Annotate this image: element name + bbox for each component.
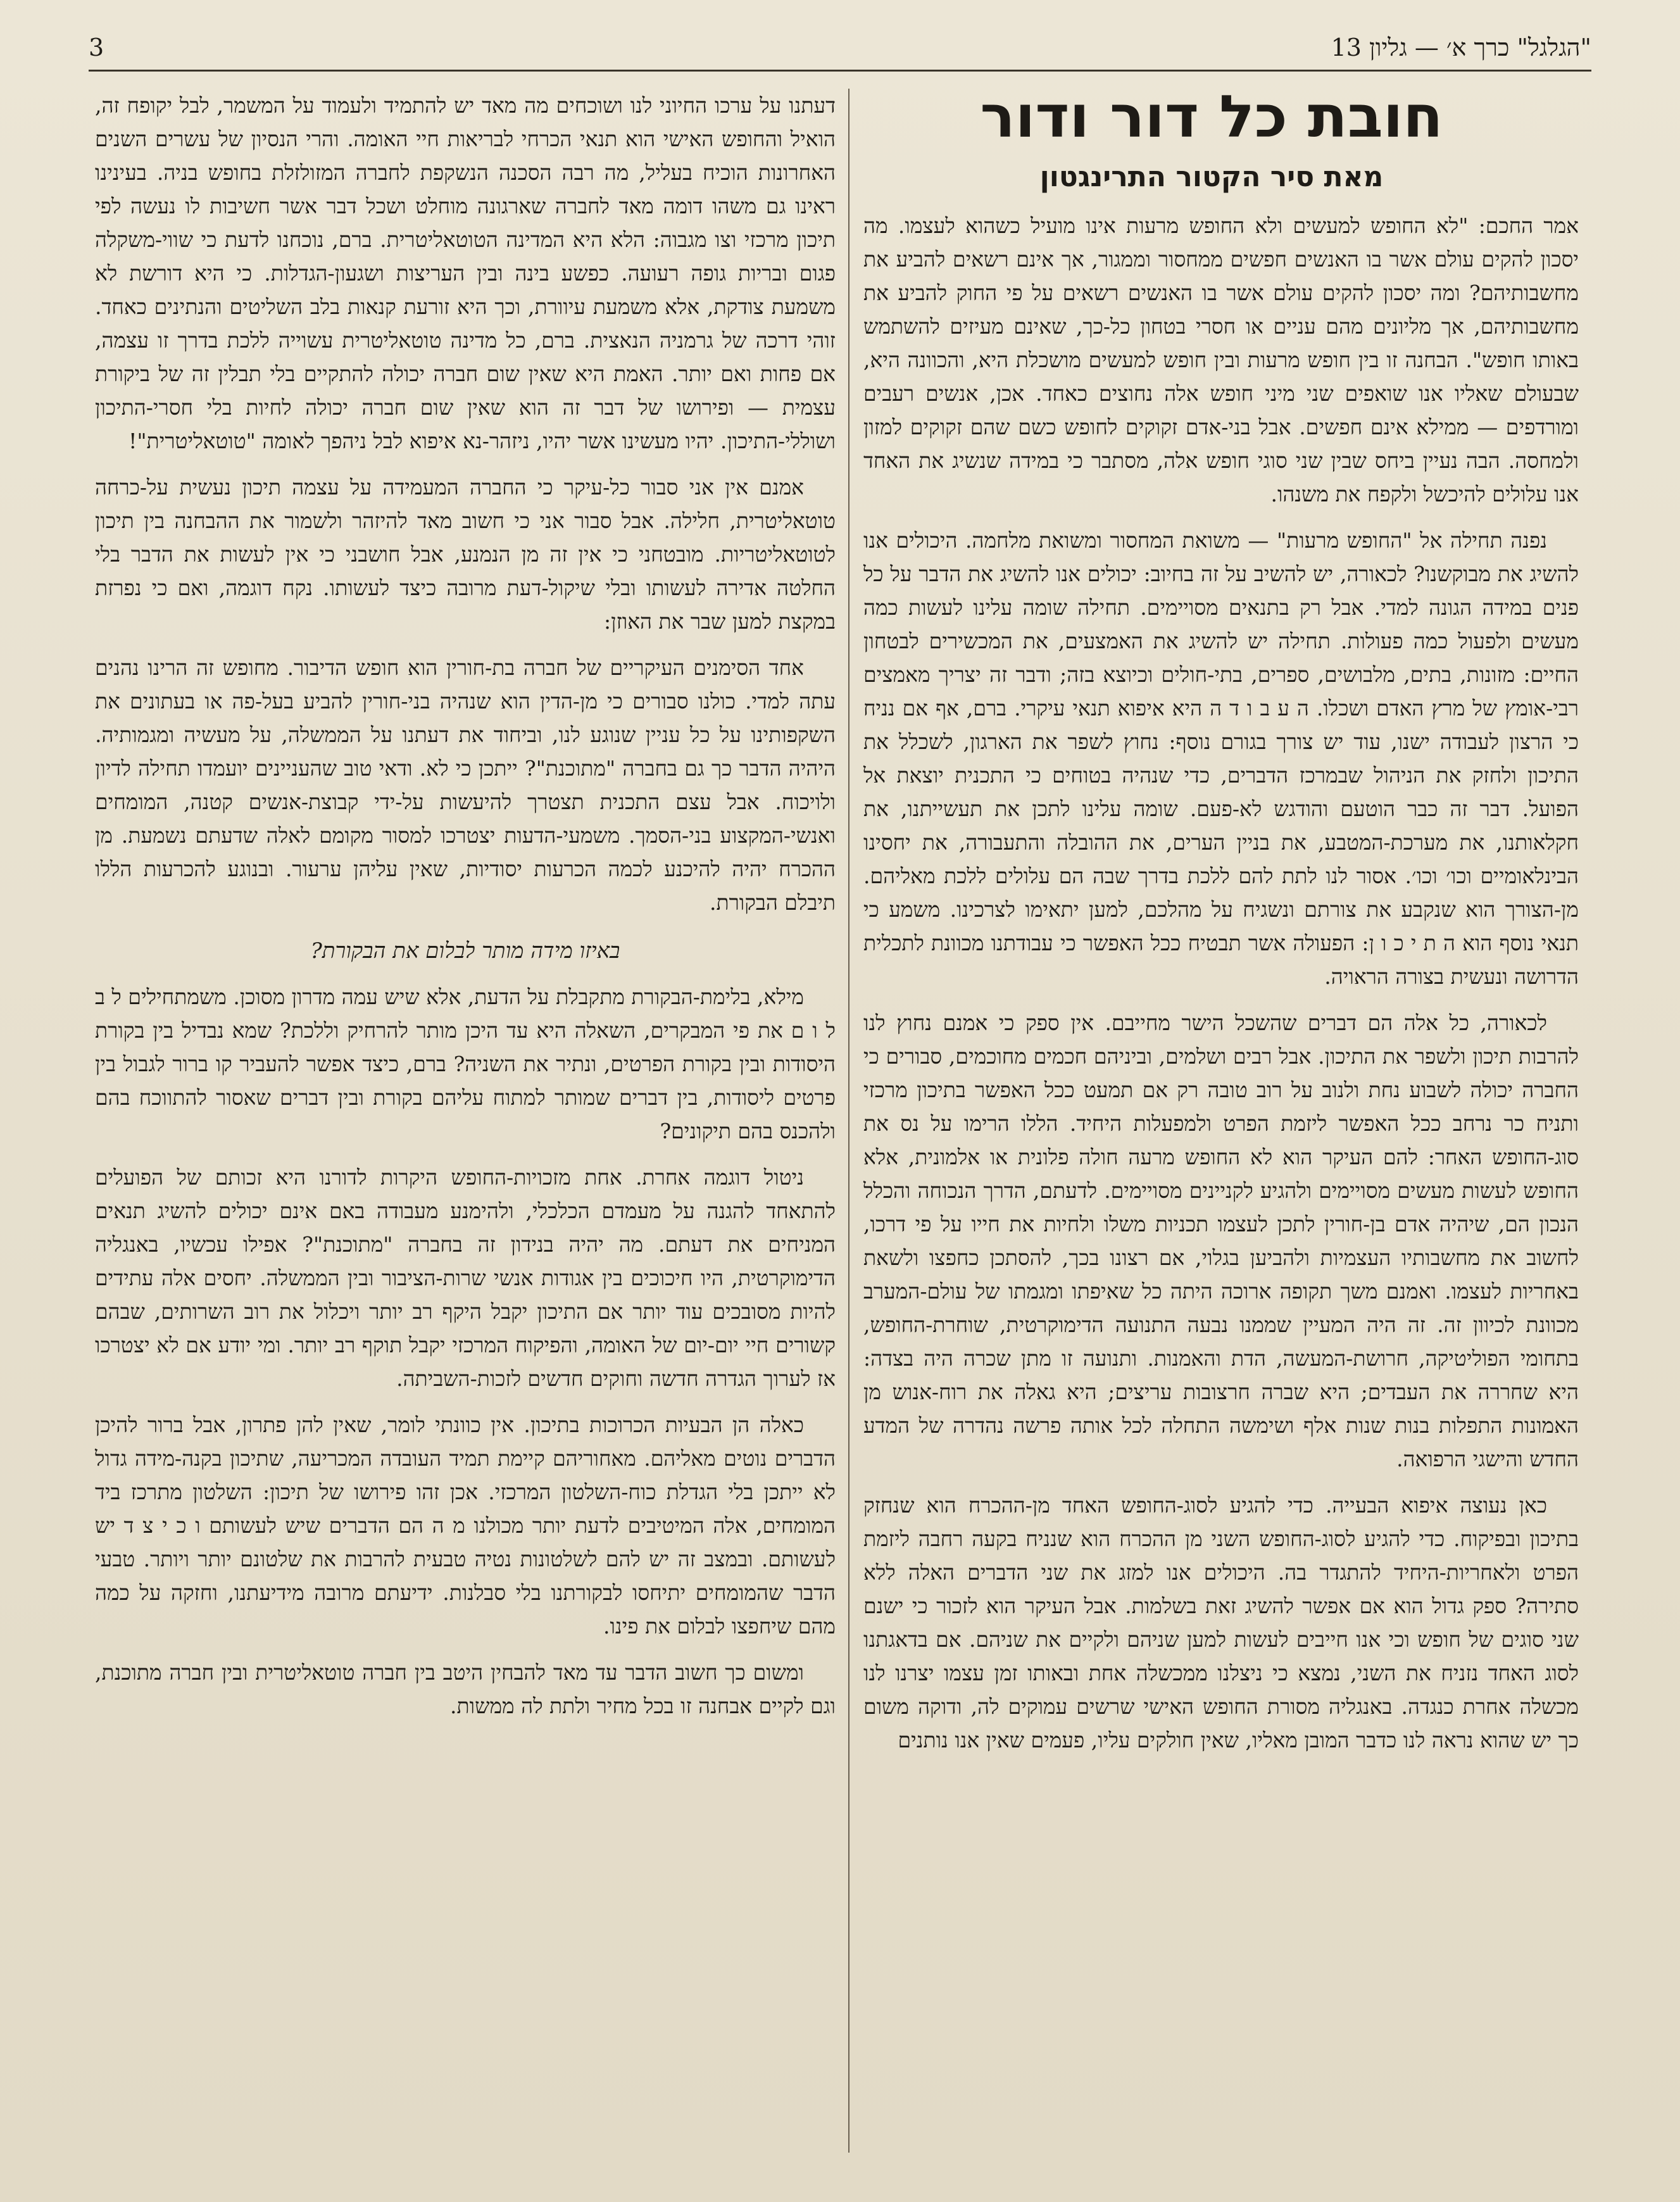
article-title: חובת כל דור ודור <box>980 83 1443 151</box>
paragraph: אמנם אין אני סבור כל-עיקר כי החברה המעמידה על עצמה תיכון נעשית על-כרחה טוטאליטרית, חלילה. אבל סבור אני כי חשוב מאד להיזהר ולשמור את ההבחנה בין תיכון לטוטאליטריות. מובטחני כי אין זה מן הנמנע, אבל חושבני כי אין לעשות את הדבר בלי החלטה אדירה לעשותו ובלי שיקול-דעת מרובה כיצד לעשותו. נקח דוגמה, ואם כי נפרזת במקצת למען שבר את האוזן: <box>95 475 836 634</box>
running-head <box>89 25 1591 72</box>
left-column <box>95 89 836 1735</box>
section-subheading: באיזו מידה מותר לבלום את הבקורת? <box>310 938 620 964</box>
paragraph: כאן נעוצה איפוא הבעייה. כדי להגיע לסוג-החופש האחד מן-ההכרח הוא שנחזק בתיכון ובפיקוח. כדי להגיע לסוג-החופש השני מן ההכרח הוא שנניח בקעה רחבה ליזמת הפרט ולאחריות-היחיד להתגדר בה. היכולים אנו למזג את שני הדברים האלה ללא סתירה? ספק גדול הוא אם אפשר להשיג זאת בשלמות. אבל העיקר הוא לזכור כי ישנם שני סוגים של חופש וכי אנו חייבים לעשות למען שניהם ולקיים את שניהם. אם בדאגתנו לסוג האחד נזניח את השני, נמצא כי ניצלנו ממכשלה אחת ובאותו זמן עצמו יצרנו לנו מכשלה אחרת כנגדה. באנגליה מסורת החופש האישי שרשים עמוקים לה, ודוקה משום כך יש שהוא נראה לנו כדבר המובן מאליו, שאין חולקים עליו, פעמים שאין אנו נותנים <box>863 1493 1579 1752</box>
paragraph: ניטול דוגמה אחרת. אחת מזכויות-החופש היקרות לדורנו היא זכותם של הפועלים להתאחד להגנה על מעמדם הכלכלי, ולהימנע מעבודה באם אינם יכולים להשיג תנאים המניחים את דעתם. מה יהיה בנידון זה בחברה "מתוכנת"? אפילו עכשיו, באנגליה הדימוקרטית, היו חיכוכים בין אגודות אנשי שרות-הציבור ובין הממשלה. יחסים אלה עתידים להיות מסובכים עוד יותר אם התיכון יקבל היקף רב יותר ויכלול את רוב השרותים, שבהם קשורים חיי יום-יום של האומה, והפיקוח המרכזי יקבל תוקף רב יותר. ומי יודע אם לא יצטרכו אז לערוך הגדרה חדשה וחוקים חדשים לזכות-השביתה. <box>95 1165 836 1391</box>
paragraph: מילא, בלימת-הבקורת מתקבלת על הדעת, אלא שיש עמה מדרון מסוכן. משמתחילים ל ב ל ו ם את פי המבקרים, השאלה היא עד היכן מותר להרחיק וללכת? שמא נבדיל בין בקורת היסודות ובין בקורת הפרטים, ונתיר את השניה? ברם, כיצד אפשר להעביר קו ברור לגבול בין פרטים ליסודות, בין דברים שמותר למתוח עליהם בקורת ובין דברים שאסור להתווכח בהם ולהכנס בהם תיקונים? <box>95 985 836 1143</box>
paragraph: אחד הסימנים העיקריים של חברה בת-חורין הוא חופש הדיבור. מחופש זה הרינו נהנים עתה למדי. כולנו סבורים כי מן-הדין הוא שנהיה בני-חורין להביע בעל-פה או בעתונים את השקפותינו על כל עניין שנוגע לנו, וביחוד את דעתנו על הממשלה, על מעשיה ומגמותיה. היהיה הדבר כך גם בחברה "מתוכנת"? ייתכן כי לא. ודאי טוב שהעניינים יועמדו תחילה לדיון ולויכוח. אבל עצם התכנית תצטרך להיעשות על-ידי קבוצת-אנשים קטנה, המומחים ואנשי-המקצוע בני-הסמך. משמעי-הדעות יצטרכו למסור מקומם לאלה שדעתם נשמעת. מן ההכרח יהיה להיכנע לכמה הכרעות יסודיות, שאין עליהן ערעור. ובנוגע להכרעות הללו תיבלם הבקורת. <box>95 655 836 915</box>
paragraph: ומשום כך חשוב הדבר עד מאד להבחין היטב בין חברה טוטאליטרית ובין חברה מתוכנת, וגם לקיים אבחנה זו בכל מחיר ולתת לה ממשות. <box>95 1660 836 1718</box>
paragraph: לכאורה, כל אלה הם דברים שהשכל הישר מחייבם. אין ספק כי אמנם נחוץ לנו להרבות תיכון ולשפר את התיכון. אבל רבים ושלמים, וביניהם חכמים מחוכמים, סבורים כי החברה יכולה לשבוע נחת ולנוב על רוב טובה רק אם תמעט ככל האפשר בתיכון מרכזי ותניח כר נרחב ככל האפשר ליזמת הפרט ולמפעלות היחיד. הללו הרימו על נס את סוג-החופש האחר: להם העיקר הוא לא החופש מרעה חולה פלונית או אלמונית, אלא החופש לעשות מעשים מסויימים ולהגיע לקניינים מסויימים. לדעתם, הדרך הנכוחה והכלל הנכון הם, שיהיה אדם בן-חורין לתכן לעצמו תכניות משלו ולחיות את חייו על פי דרכו, לחשוב את מחשבותיו העצמיות ולהביען בגלוי, אם רצונו בכך, להסתכן כחפצו ולשאת באחריות לעצמו. ואמנם משך תקופה ארוכה היתה כל שאיפתו ומגמתו של עולם-המערב מכוונת לכיוון זה. זה היה המעיין שממנו נבעה התנועה הדימוקרטית, שוחרת-החופש, בתחומי הפוליטיקה, חרושת-המעשה, הדת והאמנות. ותנועה זו מתן שכרה היה בצדה: היא שחררה את העבדים; היא שברה חרצובות עריצים; היא גאלה את רוח-אנוש מן האמונות התפלות בנות שנות אלף ושימשה התחלה לכל אותה פרשה נהדרה של המדע החדש והישגי הרפואה. <box>863 1010 1579 1471</box>
paragraph: דעתנו על ערכו החיוני לנו ושוכחים מה מאד יש להתמיד ולעמוד על המשמר, לבל יקופח זה, הואיל והחופש האישי הוא תנאי הכרחי לבריאות חיי האומה. והרי הנסיון של עשרים השנים האחרונות הוכיח בעליל, מה רבה הסכנה הנשקפת לחברה המזולזלת בחופש בניה. בעינינו ראינו גם משהו דומה מאד לחברה שארגונה מוחלט ושכל דבר אשר חשיבות לו נעשה לפי תיכון מרכזי וצו מגבוה: הלא היא המדינה הטוטאליטרית. ברם, נוכחנו לדעת כי שווי-משקלה פגום ובריות גופה רעועה. כפשע בינה ובין העריצות ושגעון-הגדלות. כי היא דורשת לא משמעת צודקת, אלא משמעת עיוורת, וכך היא זורעת קנאות בלב השליטים והנתינים כאחד. זוהי דרכה של גרמניה הנאצית. ברם, כל מדינה טוטאליטרית עשוייה ללכת בדרך זו עצמה, אם פחות ואם יותר. האמת היא שאין שום חברה יכולה להתקיים בלי תבלין זה של ביקורת עצמית — ופירושו של דבר זה הוא שאין שום חברה יכולה לחיות בלי חסרי-התיכון ושוללי-התיכון. יהיו מעשינו אשר יהיו, ניזהר-נא איפוא לבל ניהפך לאומה "טוטאליטרית"! <box>95 93 836 453</box>
right-column <box>863 209 1579 1770</box>
page-number: 3 <box>89 34 104 61</box>
paragraph: כאלה הן הבעיות הכרוכות בתיכון. אין כוונתי לומר, שאין להן פתרון, אבל ברור להיכן הדברים נוטים מאליהם. מאחוריהם קיימת תמיד העובדה המכריעה, שתיכון בקנה-מידה גדול לא ייתכן בלי הגדלת כוח-השלטון המרכזי. אכן זהו פירושו של תיכון: השלטון מתרכז ביד המומחים, אלה המיטיבים לדעת יותר מכולנו מ ה הם הדברים שיש לעשותם ו כ י צ ד יש לעשותם. ובמצב זה יש להם לשלטונות נטיה טבעית להרבות את שלטונם יותר ויותר. טבעי הדבר שהמומחים יתיחסו לבקורתנו בלי סבלנות. ידיעתם מרובה מידיעתנו, וחזקה על כמה מהם שיחפצו לבלום את פינו. <box>95 1412 836 1639</box>
column-divider <box>848 89 849 2153</box>
paragraph: אמר החכם: "לא החופש למעשים ולא החופש מרעות אינו מועיל כשהוא לעצמו. מה יסכון להקים עולם אשר בו האנשים חפשים ממחסור וממגור, אך אינם רשאים להביע את מחשבותיהם? ומה יסכון להקים עולם אשר בו האנשים רשאים על פי החוק להביע את מחשבותיהם, אך מליונים מהם עניים או חסרי בטחון כל-כך, שאינם מעיזים להשתמש באותו חופש". הבחנה זו בין חופש מרעות ובין חופש למעשים מושכלת היא, והכוונה היא, שבעולם שאליו אנו שואפים שני מיני חופש אלה נחוצים כאחד. אכן, אנשים רעבים ומורדפים — ממילא אינם חפשים. אבל בני-אדם זקוקים לחופש כשם שהם זקוקים למזון ולמחסה. הבה נעיין ביחס שבין שני סוגי חופש אלה, מסתבר כי במידה שנשיג את האחד אנו עלולים להיכשל ולקפח את משנהו. <box>863 213 1579 506</box>
issue-label: "הגלגל" כרך א׳ — גליון 13 <box>1331 33 1591 61</box>
byline: מאת סיר הקטור התרינגטון <box>1039 161 1384 193</box>
paragraph: נפנה תחילה אל "החופש מרעות" — משואת המחסור ומשואת מלחמה. היכולים אנו להשיג את מבוקשנו? לכאורה, יש להשיב על זה בחיוב: יכולים אנו להשיג את הדבר על כל פנים במידה הגונה למדי. אבל רק בתנאים מסויימים. תחילה שומה עלינו לעשות כמה מעשים ולפעול כמה פעולות. תחילה יש להשיג את האמצעים, את המכשירים לבטחון החיים: מזונות, בתים, מלבושים, ספרים, בתי-חולים וכיוצא בזה; ודבר זה יצריך מאמצים רבי-אומץ של מרץ האדם ושכלו. ה ע ב ו ד ה היא איפוא תנאי עיקרי. ברם, אף אם נניח כי הרצון לעבודה ישנו, עוד יש צורך בגורם נוסף: נחוץ לשפר את הארגון, לשכלל את התיכון ולחזק את הניהול שבמרכז הדברים, כדי שנהיה בטוחים כי התכנית יוצאת אל הפועל. דבר זה כבר הוטעם והודגש לא-פעם. שומה עלינו לתכן את תעשייתנו, את חקלאותנו, את מערכת-המטבע, את בניין הערים, את ההובלה והתעבורה, את יחסינו הבינלאומיים וכו׳ וכו׳. אסור לנו לתת להם ללכת בדרך שבה הם עלולים ללכת מאליהם. מן-הצורך הוא שנקבע את צורתם ונשגיח על מהלכם, למען יתאימו לצרכינו. משמע כי תנאי נוסף הוא ה ת י כ ו ן: הפעולה אשר תבטיח ככל האפשר כי עבודתנו מכוונת לתכלית הדרושה ונעשית בצורה הראויה. <box>863 528 1579 989</box>
